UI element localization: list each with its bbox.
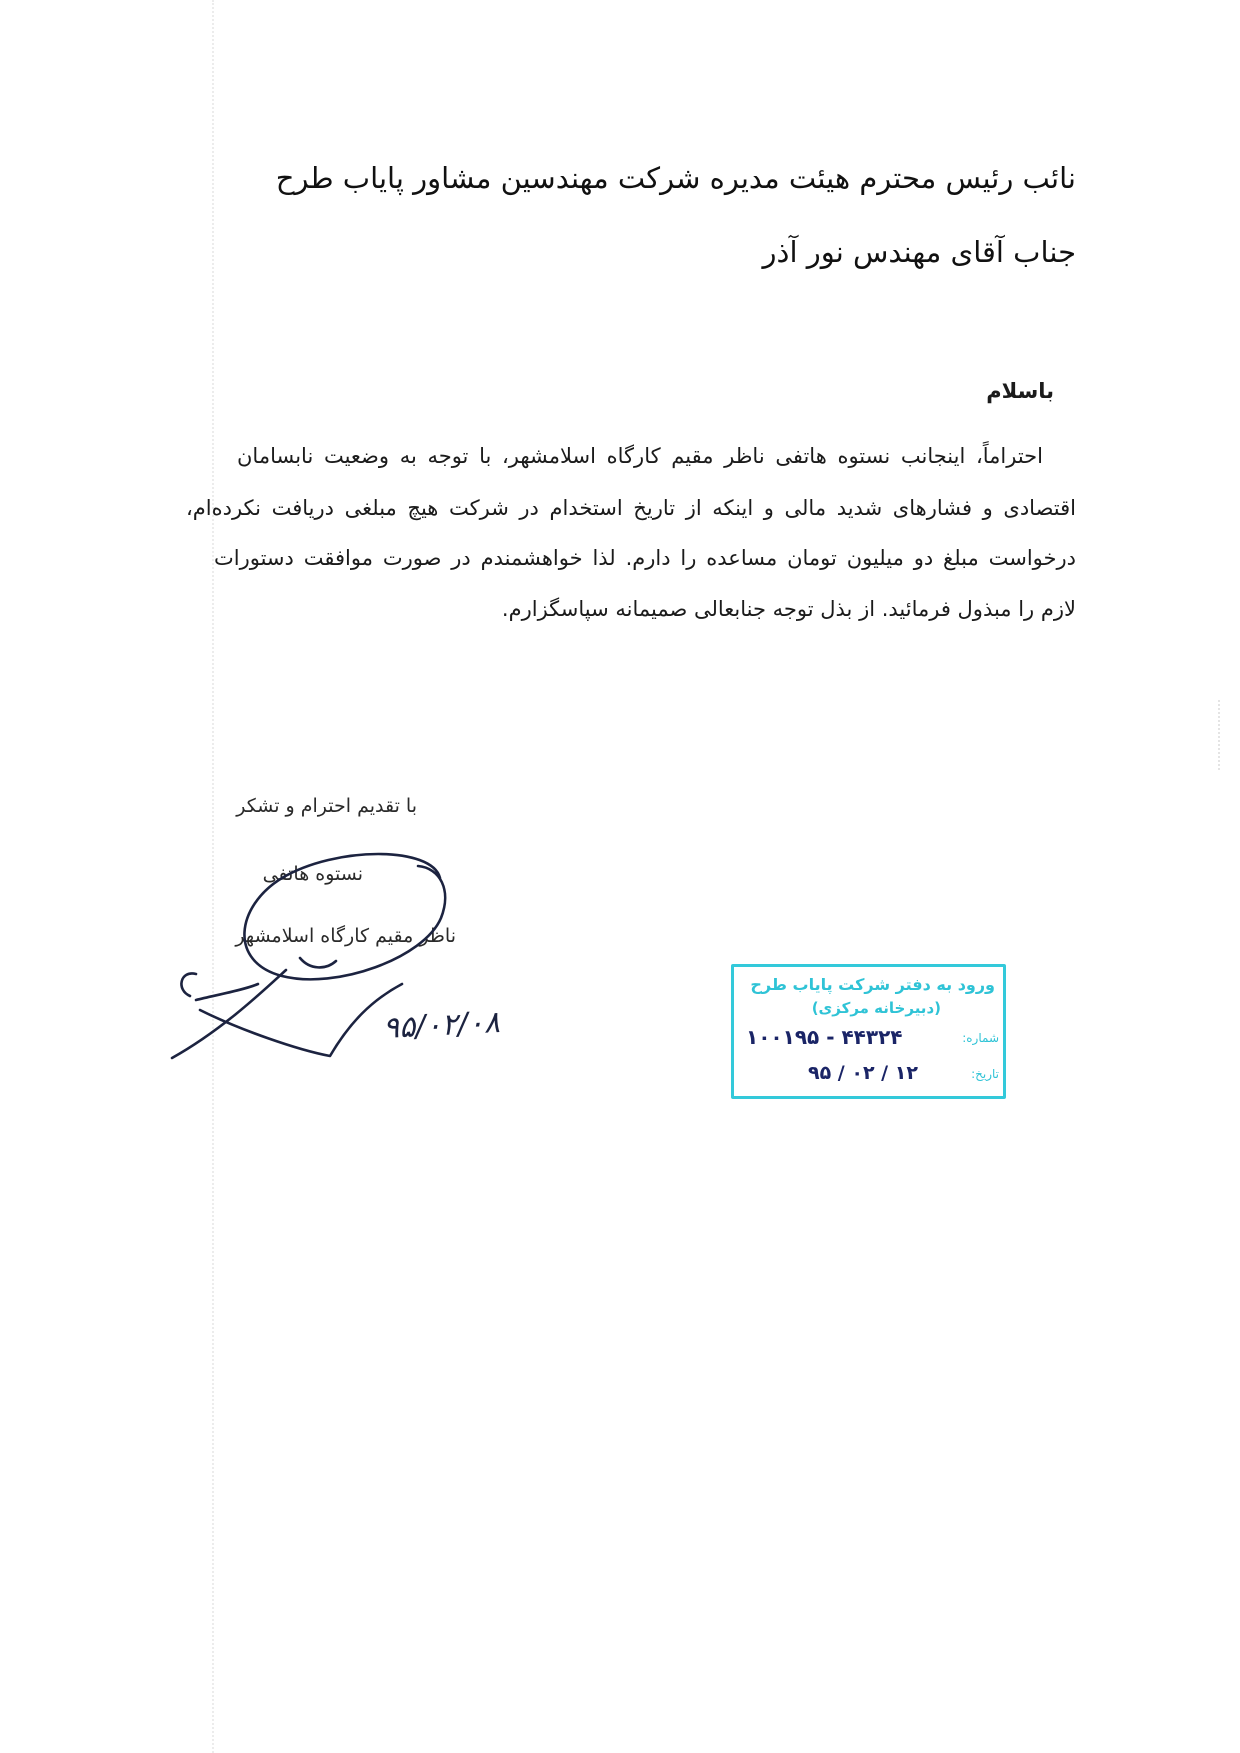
body-line: لازم را مبذول فرمائید. از بذل توجه جنابعالی صمیمانه سپاسگزارم. <box>501 597 1076 621</box>
scan-margin-artifact <box>212 0 214 1753</box>
body-line: احتراماً، اینجانب نستوه هاتفی ناظر مقیم کارگاه اسلامشهر، با توجه به وضعیت نابسامان <box>237 444 1043 468</box>
scan-edge-artifact <box>1218 700 1220 770</box>
stamp-date-label: تاریخ: <box>971 1067 999 1081</box>
greeting: باسلام <box>986 379 1054 403</box>
stamp-date-value: ۹۵ / ۰۲ / ۱۲ <box>808 1062 918 1084</box>
signature-curl-stroke <box>181 973 196 996</box>
signature-date: ۹۵/۰۲/۰۸ <box>382 1004 501 1047</box>
stamp-title: ورود به دفتر شرکت پایاب طرح <box>750 975 995 994</box>
body-line: درخواست مبلغ دو میلیون تومان مساعده را دارم. لذا خواهشمندم در صورت موافقت دستورات <box>214 546 1076 570</box>
signature-dash-stroke <box>196 984 258 1000</box>
closing-salutation: با تقدیم احترام و تشکر <box>236 795 417 817</box>
stamp-subtitle: (دبیرخانه مرکزی) <box>811 999 941 1017</box>
incoming-mail-stamp <box>731 964 1006 1099</box>
signature-descender-stroke <box>172 970 286 1058</box>
signature-tail-stroke <box>200 984 402 1056</box>
stamp-number-value: ۱۰۰۱۹۵ - ۴۴۳۲۴ <box>746 1025 903 1049</box>
body-line: اقتصادی و فشارهای شدید مالی و اینکه از تاریخ استخدام در شرکت هیچ مبلغی دریافت نکرده‌ام، <box>186 496 1076 520</box>
recipient-title: نائب رئیس محترم هیئت مدیره شرکت مهندسین مشاور پایاب طرح <box>275 161 1076 195</box>
signature-flourish-stroke <box>300 958 336 967</box>
sender-name: نستوه هاتفی <box>262 863 363 885</box>
recipient-name: جناب آقای مهندس نور آذر <box>762 235 1076 269</box>
stamp-number-label: شماره: <box>962 1031 999 1045</box>
sender-position: ناظر مقیم کارگاه اسلامشهر <box>235 925 456 947</box>
